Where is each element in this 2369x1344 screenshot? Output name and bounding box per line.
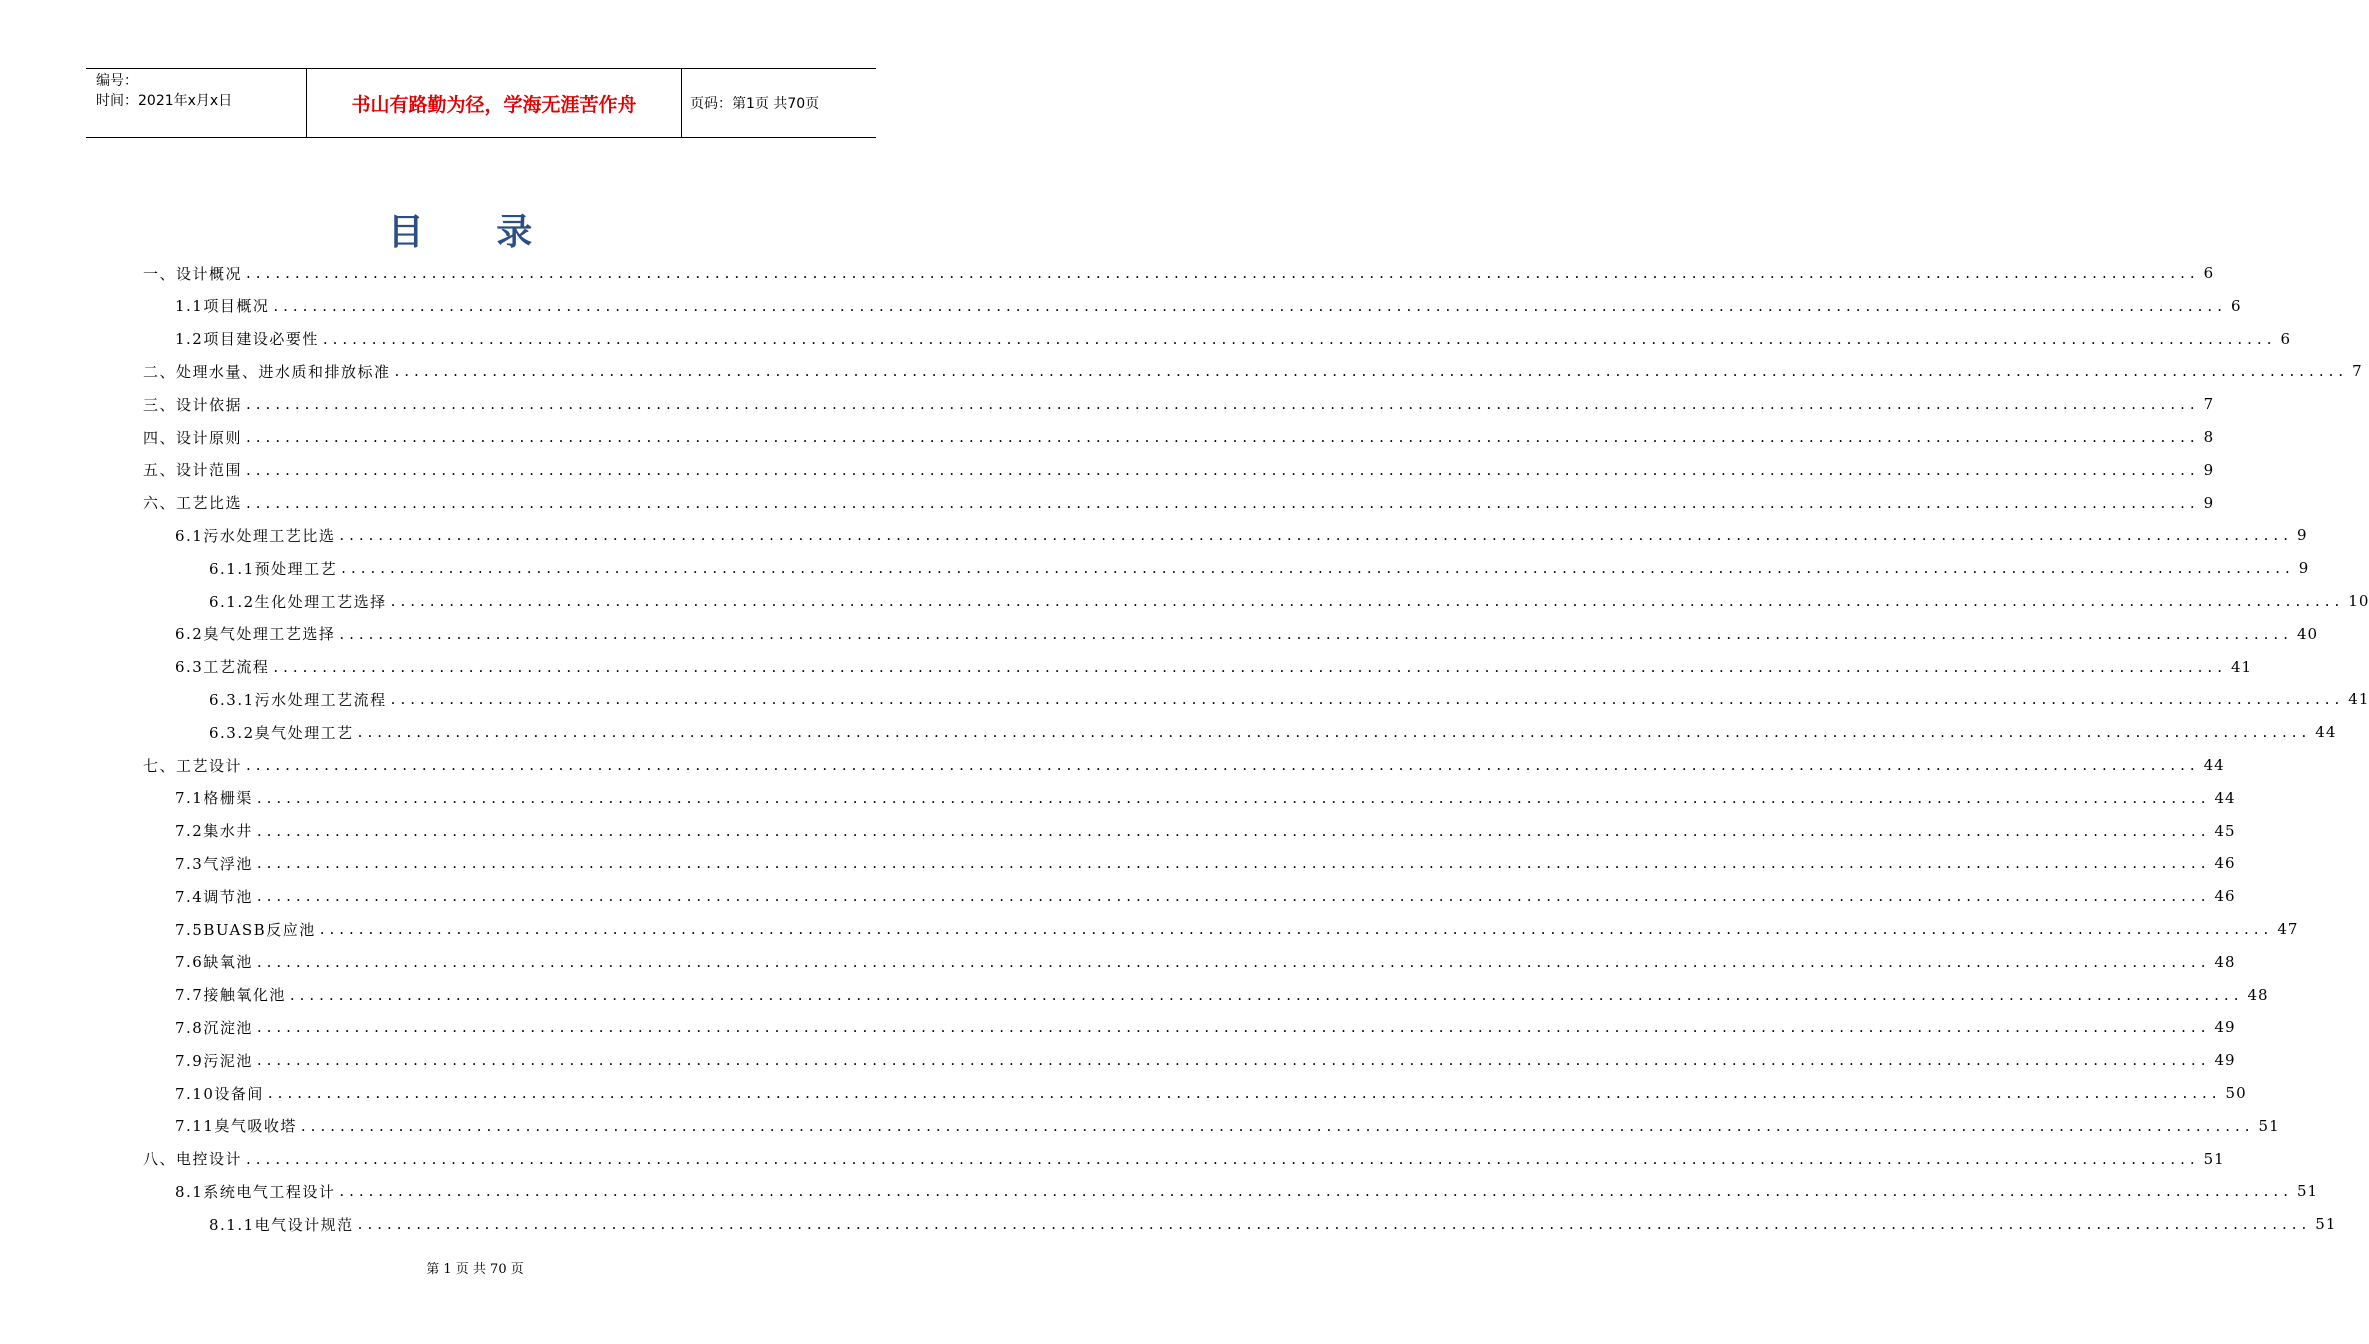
toc-leader-dots: ........................................................................................................................................................................................................ — [246, 1149, 2200, 1168]
toc-entry-page: 10 — [2348, 592, 2369, 610]
toc-entry[interactable] — [209, 586, 2369, 616]
toc-leader-dots: ........................................................................................................................................................................................................ — [394, 362, 2349, 381]
code-label: 编号： — [96, 73, 138, 89]
toc-entry[interactable] — [143, 488, 2215, 518]
toc-leader-dots: ........................................................................................................................................................................................................ — [256, 821, 2211, 840]
header-meta — [86, 69, 307, 137]
toc-entry[interactable] — [175, 520, 2308, 550]
header-motto: 书山有路勤为径，学海无涯苦作舟 — [307, 69, 682, 137]
toc-leader-dots: ........................................................................................................................................................................................................ — [246, 428, 2200, 446]
toc-entry[interactable] — [175, 947, 2236, 977]
toc-entry-label: 7.6缺氧池 — [175, 953, 253, 972]
toc-title: 目 录 — [387, 211, 563, 253]
toc-leader-dots: ........................................................................................................................................................................................................ — [246, 395, 2200, 414]
toc-entry-page: 41 — [2348, 690, 2369, 709]
toc-entry-page: 51 — [2315, 1215, 2337, 1234]
toc-entry-label: 7.10设备间 — [175, 1084, 264, 1103]
toc-entry-page: 7 — [2352, 362, 2363, 381]
toc-entry-page: 49 — [2214, 1051, 2236, 1070]
toc-entry[interactable] — [209, 1209, 2337, 1239]
toc-entry-label: 6.2臭气处理工艺选择 — [175, 625, 336, 644]
toc-entry-page: 44 — [2315, 723, 2337, 742]
toc-entry[interactable] — [175, 1045, 2236, 1075]
toc-entry[interactable] — [143, 750, 2225, 780]
toc-entry-label: 6.3.2臭气处理工艺 — [209, 723, 354, 742]
toc-leader-dots: ........................................................................................................................................................................................................ — [246, 756, 2200, 774]
toc-leader-dots: ........................................................................................................................................................................................................ — [322, 329, 2277, 348]
toc-entry-label: 七、工艺设计 — [143, 756, 243, 775]
toc-entry[interactable] — [175, 1012, 2236, 1042]
header-page-info: 页码：第1页 共70页 — [690, 96, 820, 112]
toc-entry-page: 40 — [2296, 624, 2319, 643]
toc-entry[interactable] — [209, 717, 2337, 747]
toc-leader-dots: ........................................................................................................................................................................................................ — [246, 264, 2200, 282]
toc-entry-label: 1.1项目概况 — [175, 297, 270, 316]
toc-entry-page: 6 — [2230, 296, 2242, 315]
toc-entry-label: 6.1.2生化处理工艺选择 — [209, 592, 387, 611]
toc-entry[interactable] — [175, 1176, 2319, 1206]
toc-entry[interactable] — [209, 553, 2310, 583]
toc-entry-label: 四、设计原则 — [143, 428, 243, 447]
toc-entry[interactable] — [143, 258, 2215, 288]
toc-entry-label: 三、设计依据 — [143, 395, 243, 414]
toc-entry-label: 8.1.1电气设计规范 — [209, 1215, 354, 1234]
toc-leader-dots: ........................................................................................................................................................................................................ — [341, 559, 2295, 578]
toc-entry-page: 9 — [2296, 526, 2308, 545]
toc-entry-label: 二、处理水量、进水质和排放标准 — [143, 362, 391, 381]
toc-entry-label: 7.8沉淀池 — [175, 1018, 253, 1037]
toc-entry-label: 7.5BUASB反应池 — [175, 920, 316, 939]
toc-entry-page: 44 — [2203, 756, 2225, 774]
toc-entry[interactable] — [175, 914, 2299, 944]
toc-entry[interactable] — [175, 816, 2236, 846]
toc-entry[interactable] — [175, 848, 2236, 878]
toc-entry-page: 51 — [2258, 1116, 2280, 1135]
toc-entry[interactable] — [143, 422, 2215, 452]
toc-entry-label: 7.9污泥池 — [175, 1051, 253, 1070]
time-label: 时间：2021年x月x日 — [96, 93, 233, 109]
toc-entry-page: 41 — [2230, 657, 2253, 676]
toc-entry-label: 八、电控设计 — [143, 1150, 243, 1169]
toc-entry-page: 50 — [2225, 1084, 2247, 1102]
toc-entry[interactable] — [175, 881, 2236, 911]
toc-leader-dots: ........................................................................................................................................................................................................ — [267, 1084, 2222, 1102]
toc-entry-page: 47 — [2277, 920, 2299, 938]
toc-entry[interactable] — [209, 684, 2369, 714]
toc-entry-label: 7.4调节池 — [175, 887, 253, 906]
toc-entry-page: 44 — [2214, 788, 2236, 807]
toc-entry-page: 9 — [2203, 493, 2215, 512]
toc-entry-label: 6.1污水处理工艺比选 — [175, 526, 336, 545]
toc-leader-dots: ........................................................................................................................................................................................................ — [256, 854, 2211, 873]
toc-leader-dots: ........................................................................................................................................................................................................ — [256, 788, 2211, 807]
toc-entry[interactable] — [143, 389, 2215, 419]
toc-entry-page: 48 — [2214, 952, 2236, 971]
toc-entry-label: 6.1.1预处理工艺 — [209, 559, 338, 578]
toc-entry[interactable] — [175, 291, 2242, 321]
toc-leader-dots: ........................................................................................................................................................................................................ — [339, 1182, 2293, 1201]
toc-entry-page: 46 — [2214, 887, 2236, 906]
toc-entry[interactable] — [143, 1144, 2225, 1174]
toc-entry-page: 9 — [2298, 559, 2310, 578]
page-footer: 第 1 页 共 70 页 — [426, 1262, 524, 1277]
toc-entry-label: 7.7接触氧化池 — [175, 986, 286, 1005]
toc-entry[interactable] — [175, 652, 2253, 682]
toc-entry[interactable] — [175, 1078, 2247, 1108]
toc-entry-label: 7.11臭气吸收塔 — [175, 1117, 297, 1136]
toc-entry[interactable] — [175, 783, 2236, 813]
toc-leader-dots: ........................................................................................................................................................................................................ — [273, 657, 2227, 676]
toc-entry[interactable] — [143, 356, 2363, 386]
toc-entry-label: 7.2集水井 — [175, 822, 253, 841]
toc-leader-dots: ........................................................................................................................................................................................................ — [289, 985, 2244, 1004]
toc-entry[interactable] — [175, 324, 2292, 354]
toc-entry-page: 49 — [2214, 1018, 2236, 1037]
page-header — [86, 68, 876, 138]
toc-entry-page: 8 — [2203, 428, 2215, 446]
toc-leader-dots: ........................................................................................................................................................................................................ — [256, 1018, 2211, 1037]
toc-leader-dots: ........................................................................................................................................................................................................ — [357, 723, 2312, 742]
toc-entry[interactable] — [143, 455, 2215, 485]
toc-leader-dots: ........................................................................................................................................................................................................ — [256, 952, 2211, 971]
toc-leader-dots: ........................................................................................................................................................................................................ — [339, 526, 2293, 545]
toc-leader-dots: ........................................................................................................................................................................................................ — [273, 296, 2227, 315]
toc-leader-dots: ........................................................................................................................................................................................................ — [319, 920, 2274, 938]
toc-entry[interactable] — [175, 1111, 2280, 1141]
toc-entry-page: 9 — [2203, 460, 2215, 479]
toc-leader-dots: ........................................................................................................................................................................................................ — [339, 624, 2293, 643]
toc-entry-label: 6.3.1污水处理工艺流程 — [209, 690, 387, 709]
toc-entry-page: 46 — [2214, 854, 2236, 873]
toc-entry[interactable] — [175, 980, 2269, 1010]
toc-entry-label: 一、设计概况 — [143, 264, 243, 283]
toc-leader-dots: ........................................................................................................................................................................................................ — [256, 887, 2211, 906]
toc-entry-label: 7.3气浮池 — [175, 854, 253, 873]
toc-entry-page: 51 — [2203, 1149, 2225, 1168]
toc-entry-label: 五、设计范围 — [143, 461, 243, 480]
toc-entry-page: 48 — [2247, 985, 2269, 1004]
toc-entry-page: 6 — [2203, 264, 2215, 282]
toc-leader-dots: ........................................................................................................................................................................................................ — [246, 493, 2200, 512]
toc-entry-page: 7 — [2203, 395, 2215, 414]
toc-leader-dots: ........................................................................................................................................................................................................ — [390, 592, 2345, 610]
toc-entry-label: 六、工艺比选 — [143, 494, 243, 513]
toc-leader-dots: ........................................................................................................................................................................................................ — [256, 1051, 2211, 1070]
toc-entry-label: 8.1系统电气工程设计 — [175, 1182, 336, 1201]
toc-leader-dots: ........................................................................................................................................................................................................ — [246, 460, 2200, 479]
toc-leader-dots: ........................................................................................................................................................................................................ — [300, 1116, 2255, 1135]
toc-entry-label: 1.2项目建设必要性 — [175, 330, 319, 349]
toc-entry-page: 6 — [2280, 329, 2292, 348]
toc-entry[interactable] — [175, 619, 2319, 649]
toc-entry-page: 51 — [2296, 1182, 2319, 1201]
toc-entry-label: 6.3工艺流程 — [175, 658, 270, 677]
toc-leader-dots: ........................................................................................................................................................................................................ — [390, 690, 2345, 709]
toc-entry-page: 45 — [2214, 821, 2236, 840]
toc-entry-label: 7.1格栅渠 — [175, 789, 253, 808]
toc-leader-dots: ........................................................................................................................................................................................................ — [357, 1215, 2312, 1234]
